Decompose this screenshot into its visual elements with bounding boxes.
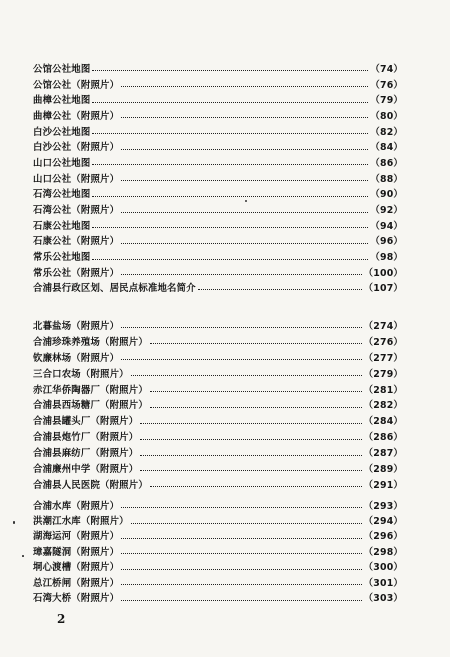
toc-entry-page: （80）: [370, 110, 403, 122]
toc-entry-title: 合浦县炮竹厂（附照片）: [33, 432, 139, 444]
toc-entry: [33, 543, 403, 558]
toc-entry-title: 白沙公社地图: [33, 126, 91, 138]
toc-entry-page: （82）: [370, 126, 403, 138]
toc-entry-page: （107）: [363, 282, 403, 294]
toc-section-enterprises: [33, 317, 403, 492]
toc-entry-page: （277）: [363, 352, 403, 364]
dot-leader: [92, 259, 368, 260]
toc-entry-title: 赤江华侨陶器厂（附照片）: [33, 384, 148, 396]
toc-entry-title: 曲樟公社（附照片）: [33, 110, 120, 122]
dot-leader: [121, 212, 368, 213]
toc-entry-page: （79）: [370, 95, 403, 107]
toc-entry-page: （289）: [363, 463, 403, 475]
dot-leader: [92, 133, 368, 134]
toc-entry: [33, 107, 403, 123]
toc-entry-page: （98）: [370, 252, 403, 264]
dot-leader: [121, 538, 361, 539]
toc-section-commune-maps: [33, 60, 403, 280]
toc-entry-page: （296）: [363, 531, 403, 543]
toc-entry-page: （293）: [363, 500, 403, 512]
toc-entry-page: （96）: [370, 236, 403, 248]
toc-entry-page: （298）: [363, 546, 403, 558]
toc-entry-title: 合浦县罐头厂（附照片）: [33, 416, 139, 428]
toc-entry-title: 曲樟公社地图: [33, 95, 91, 107]
dot-leader: [121, 243, 368, 244]
toc-entry-title: 石湾大桥（附照片）: [33, 593, 120, 605]
dot-leader: [150, 343, 362, 344]
toc-entry-title: 公馆公社（附照片）: [33, 79, 120, 91]
toc-entry-page: （88）: [370, 173, 403, 185]
toc-entry-title: 常乐公社地图: [33, 252, 91, 264]
toc-entry-title: 垌心渡槽（附照片）: [33, 562, 120, 574]
dot-leader: [150, 391, 362, 392]
toc-entry-page: （294）: [363, 516, 403, 528]
toc-entry: [33, 412, 403, 428]
dot-leader: [121, 274, 361, 275]
toc-entry-page: （94）: [370, 220, 403, 232]
toc-entry: [33, 264, 403, 280]
toc-entry-page: （281）: [363, 384, 403, 396]
toc-entry-page: （300）: [363, 562, 403, 574]
dot-leader: [92, 196, 368, 197]
dot-leader: [92, 70, 368, 71]
toc-entry: [33, 349, 403, 365]
toc-entry: [33, 333, 403, 349]
toc-entry-title: 合浦县人民医院（附照片）: [33, 479, 148, 491]
toc-entry: [33, 138, 403, 154]
dot-leader: [121, 553, 361, 554]
toc-entry: [33, 559, 403, 574]
toc-entry-title: 璋嘉隧洞（附照片）: [33, 546, 120, 558]
toc-entry-title: 湖海运河（附照片）: [33, 531, 120, 543]
toc-entry: [33, 60, 403, 76]
dot-leader: [121, 359, 361, 360]
dot-leader: [121, 584, 361, 585]
toc-entry: [33, 201, 403, 217]
toc-entry-title: 石湾公社（附照片）: [33, 205, 120, 217]
toc-entry: [33, 528, 403, 543]
dot-leader: [131, 375, 362, 376]
toc-entry: [33, 217, 403, 233]
toc-entry-page: （301）: [363, 577, 403, 589]
dot-leader: [121, 600, 361, 601]
dot-leader: [140, 470, 361, 471]
toc-entry-page: （84）: [370, 142, 403, 154]
toc-entry: [33, 91, 403, 107]
toc-entry-title: 石康公社地图: [33, 220, 91, 232]
toc-entry-page: （303）: [363, 593, 403, 605]
toc-entry-page: （100）: [363, 267, 403, 279]
toc-entry: [33, 444, 403, 460]
dot-leader: [140, 455, 361, 456]
dot-leader: [198, 289, 362, 290]
dot-leader: [92, 227, 368, 228]
toc-entry: [33, 476, 403, 492]
toc-entry: [33, 460, 403, 476]
toc-entry-title: 山口公社（附照片）: [33, 173, 120, 185]
dot-leader: [121, 180, 368, 181]
toc-entry-title: 常乐公社（附照片）: [33, 267, 120, 279]
dot-leader: [140, 439, 361, 440]
toc-entry: [33, 589, 403, 604]
dot-leader: [121, 117, 368, 118]
toc-entry-title: 合浦县麻纺厂（附照片）: [33, 448, 139, 460]
toc-entry: [33, 248, 403, 264]
toc-section-place-names: [33, 279, 403, 295]
toc-entry-page: （74）: [370, 63, 403, 75]
toc-entry-title: 洪潮江水库（附照片）: [33, 516, 129, 528]
toc-entry-title: 总江桥闸（附照片）: [33, 577, 120, 589]
toc-entry-page: （276）: [363, 336, 403, 348]
toc-entry: [33, 123, 403, 139]
toc-entry-title: 三合口农场（附照片）: [33, 368, 129, 380]
toc-entry-page: （90）: [370, 189, 403, 201]
dot-leader: [150, 407, 362, 408]
toc-entry-page: （284）: [363, 416, 403, 428]
toc-entry: [33, 317, 403, 333]
toc-entry: [33, 428, 403, 444]
toc-entry: [33, 497, 403, 512]
toc-entry-title: 合浦廉州中学（附照片）: [33, 463, 139, 475]
toc-entry-page: （282）: [363, 400, 403, 412]
toc-entry-title: 白沙公社（附照片）: [33, 142, 120, 154]
dot-leader: [121, 86, 368, 87]
toc-entry-title: 合浦县行政区划、居民点标准地名简介: [33, 282, 196, 294]
toc-entry-title: 石湾公社地图: [33, 189, 91, 201]
toc-entry: [33, 396, 403, 412]
toc-entry-title: 合浦县西场糖厂（附照片）: [33, 400, 148, 412]
toc-entry-title: 北暮盐场（附照片）: [33, 320, 120, 332]
dot-leader: [121, 507, 361, 508]
toc-entry: [33, 154, 403, 170]
dot-leader: [131, 523, 362, 524]
toc-entry: [33, 512, 403, 527]
toc-entry: [33, 170, 403, 186]
page-number: 2: [57, 612, 66, 626]
toc-entry-page: （86）: [370, 157, 403, 169]
dot-leader: [92, 164, 368, 165]
toc-entry: [33, 279, 403, 295]
dot-leader: [150, 486, 362, 487]
toc-entry-page: （92）: [370, 205, 403, 217]
toc-entry-page: （286）: [363, 432, 403, 444]
toc-entry-title: 钦廉林场（附照片）: [33, 352, 120, 364]
toc-entry: [33, 233, 403, 249]
dot-leader: [92, 102, 368, 103]
toc-entry-title: 合浦水库（附照片）: [33, 500, 120, 512]
toc-entry-page: （291）: [363, 479, 403, 491]
toc-entry-title: 山口公社地图: [33, 157, 91, 169]
dot-leader: [121, 149, 368, 150]
toc-section-water-works: [33, 497, 403, 605]
toc-entry-page: （274）: [363, 320, 403, 332]
scan-speck: [13, 521, 15, 524]
toc-entry-page: （76）: [370, 79, 403, 91]
toc-entry-title: 合浦珍珠养殖场（附照片）: [33, 336, 148, 348]
toc-entry-page: （279）: [363, 368, 403, 380]
toc-entry: [33, 186, 403, 202]
dot-leader: [121, 327, 361, 328]
dot-leader: [140, 423, 361, 424]
toc-entry: [33, 381, 403, 397]
toc-entry-page: （287）: [363, 448, 403, 460]
scan-speck: [245, 200, 247, 202]
toc-entry: [33, 365, 403, 381]
scan-speck: [22, 555, 24, 557]
dot-leader: [121, 569, 361, 570]
toc-entry: [33, 574, 403, 589]
toc-entry: [33, 76, 403, 92]
toc-entry-title: 石康公社（附照片）: [33, 236, 120, 248]
toc-entry-title: 公馆公社地图: [33, 63, 91, 75]
